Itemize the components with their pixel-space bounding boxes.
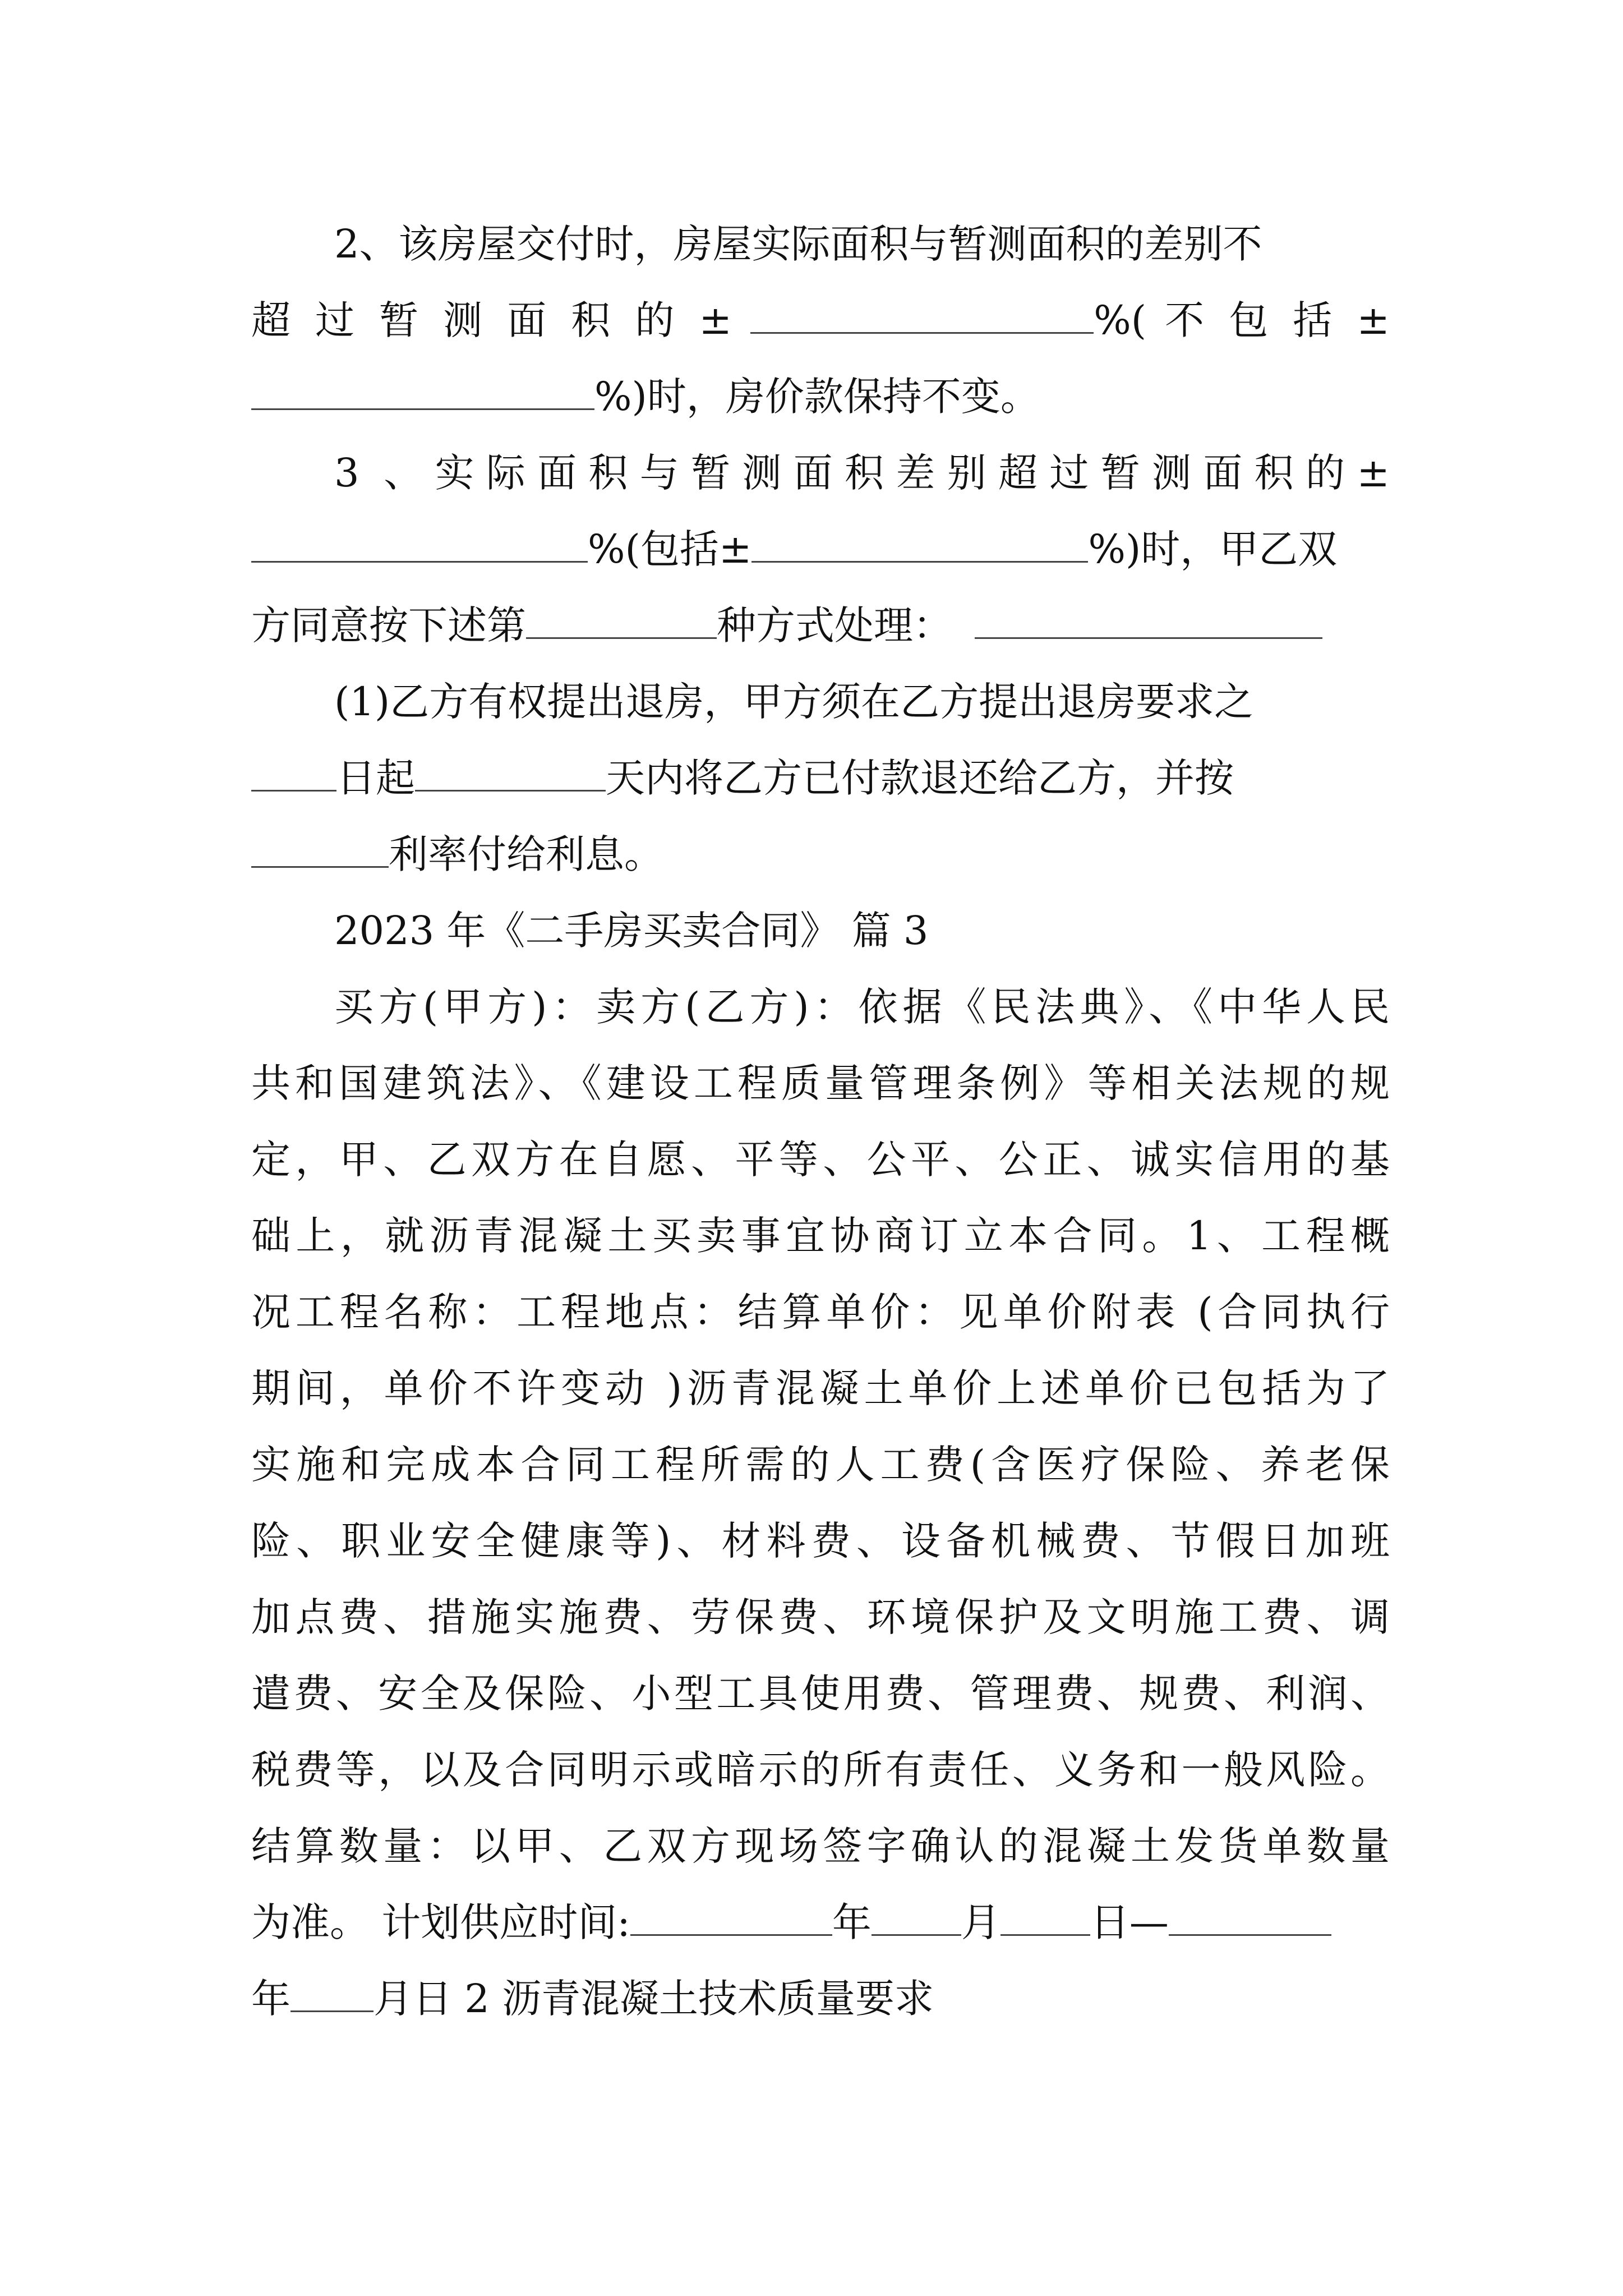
clause-2-line-2 — [251, 282, 1390, 358]
fill-blank[interactable] — [251, 831, 389, 868]
fill-blank[interactable] — [751, 526, 1088, 563]
option-1-line-1 — [334, 664, 1390, 740]
fill-blank[interactable] — [251, 373, 594, 410]
body-line-5 — [251, 1274, 1390, 1350]
body-text: 定，甲、乙双方在自愿、平等、公平、公正、诚实信用的基 — [251, 1137, 1390, 1182]
fill-blank[interactable] — [251, 526, 588, 563]
fill-blank[interactable] — [750, 297, 1094, 334]
body-line-3 — [251, 1121, 1390, 1198]
body-line-9 — [251, 1579, 1390, 1655]
body-text: 期间，单价不许变动 )沥青混凝土单价上述单价已包括为了 — [251, 1365, 1390, 1411]
clause-2-line-3 — [251, 358, 1390, 435]
body-text: 为准。 计划供应时间: — [251, 1899, 630, 1945]
body-text: 结算数量：以甲、乙双方现场签字确认的混凝土发货单数量 — [251, 1823, 1390, 1869]
clause-3-line-1 — [334, 435, 1390, 511]
body-text: 础上，就沥青混凝土买卖事宜协商订立本合同。1、工程概 — [251, 1213, 1390, 1259]
clause-3-text: %)时，甲乙双 — [1088, 526, 1338, 572]
clause-3-line-2 — [251, 511, 1390, 587]
body-text: 遣费、安全及保险、小型工具使用费、管理费、规费、利润、 — [251, 1671, 1390, 1717]
clause-3-text: 种方式处理： — [717, 602, 952, 648]
body-line-13 — [251, 1884, 1390, 1961]
body-text: 月日 2 沥青混凝土技术质量要求 — [374, 1976, 934, 2022]
fill-blank[interactable] — [291, 1975, 374, 2012]
option-1-text: 天内将乙方已付款退还给乙方，并按 — [606, 755, 1234, 801]
body-line-1 — [334, 969, 1390, 1045]
body-line-2 — [251, 1045, 1390, 1121]
option-1-text: (1)乙方有权提出退房，甲方须在乙方提出退房要求之 — [334, 679, 1254, 725]
option-1-text: 日起 — [336, 755, 415, 801]
clause-3-text: %(包括± — [588, 526, 752, 572]
clause-2-text: 2、该房屋交付时，房屋实际面积与暂测面积的差别不 — [334, 221, 1262, 267]
fill-blank[interactable] — [975, 602, 1322, 639]
body-text: 况工程名称：工程地点：结算单价：见单价附表 (合同执行 — [251, 1289, 1390, 1335]
body-text: 年 — [832, 1899, 872, 1945]
body-line-10 — [251, 1655, 1390, 1732]
option-1-text: 利率付给利息。 — [389, 831, 663, 877]
body-text: 实施和完成本合同工程所需的人工费(含医疗保险、养老保 — [251, 1442, 1390, 1488]
body-text: 买方(甲方)：卖方(乙方)：依据《民法典》、《中华人民 — [334, 984, 1390, 1030]
clause-2-text: %( 不 包 括 ± — [1094, 297, 1390, 343]
body-line-12 — [251, 1808, 1390, 1884]
body-line-8 — [251, 1503, 1390, 1579]
clause-3-text: 方同意按下述第 — [251, 602, 526, 648]
clause-2-text: %)时，房价款保持不变。 — [594, 374, 1040, 420]
body-line-7 — [251, 1427, 1390, 1503]
fill-blank[interactable] — [251, 754, 336, 792]
option-1-line-3 — [251, 816, 1390, 892]
body-text: 月 — [961, 1899, 1000, 1945]
body-text: 税费等，以及合同明示或暗示的所有责任、义务和一般风险。 — [251, 1747, 1390, 1793]
body-text: 共和国建筑法》、《建设工程质量管理条例》等相关法规的规 — [251, 1060, 1390, 1106]
clause-2-text: 超 过 暂 测 面 积 的 ± — [251, 297, 751, 343]
fill-blank[interactable] — [1000, 1899, 1090, 1936]
body-line-11 — [251, 1732, 1390, 1808]
clause-3-line-3 — [251, 587, 1390, 664]
fill-blank[interactable] — [526, 602, 717, 639]
body-line-4 — [251, 1198, 1390, 1274]
body-text: 加点费、措施实施费、劳保费、环境保护及文明施工费、调 — [251, 1594, 1390, 1640]
clause-3-text: 3 、实际面积与暂测面积差别超过暂测面积的± — [334, 450, 1390, 496]
body-text: 险、职业安全健康等)、材料费、设备机械费、节假日加班 — [251, 1518, 1390, 1564]
clause-2-line-1 — [334, 206, 1390, 282]
option-1-line-2 — [251, 740, 1390, 816]
fill-blank[interactable] — [415, 754, 606, 792]
fill-blank[interactable] — [630, 1899, 832, 1936]
body-text: 日— — [1090, 1899, 1169, 1945]
body-line-6 — [251, 1350, 1390, 1427]
fill-blank[interactable] — [872, 1899, 961, 1936]
fill-blank[interactable] — [1169, 1899, 1331, 1936]
body-text: 年 — [251, 1976, 291, 2022]
section-heading-text: 2023 年《二手房买卖合同》 篇 3 — [334, 908, 929, 954]
section-heading — [334, 892, 1390, 969]
body-line-14 — [251, 1961, 1390, 2037]
